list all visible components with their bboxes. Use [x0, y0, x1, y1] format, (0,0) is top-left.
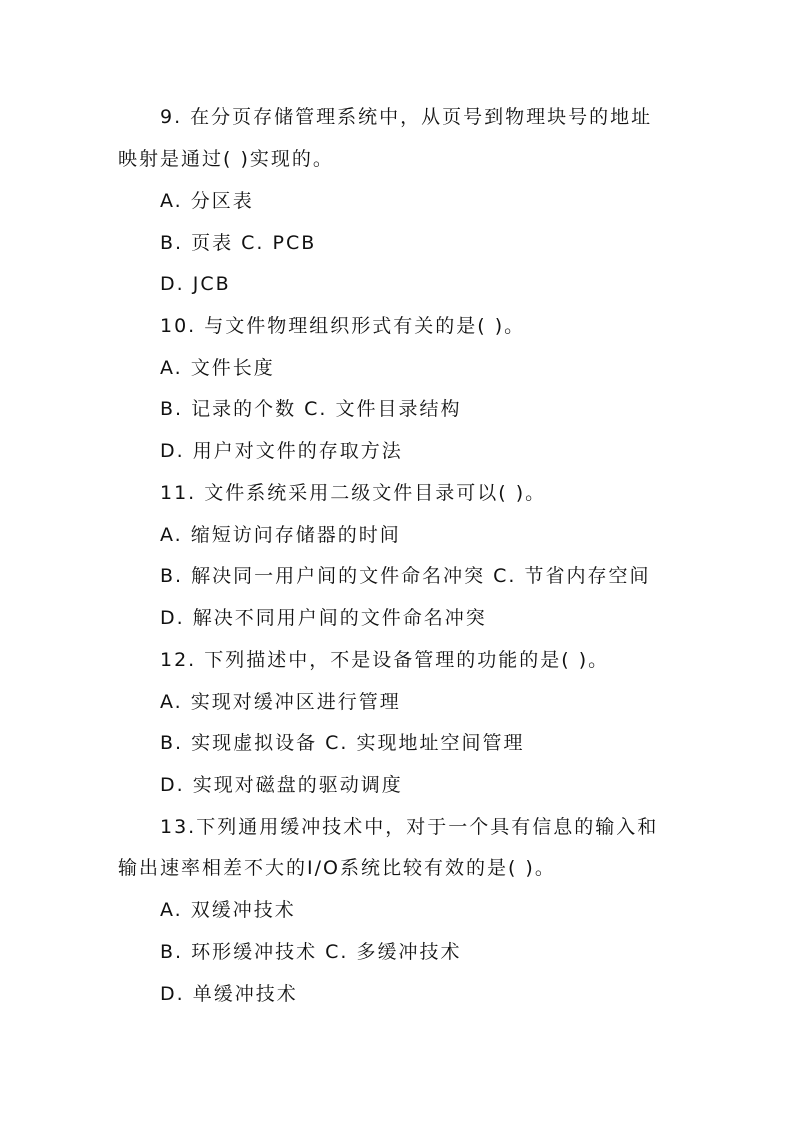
- question-13-option-d: D. 单缓冲技术: [160, 983, 298, 1005]
- question-11-option-b-c: B. 解决同一用户间的文件命名冲突 C. 节省内存空间: [160, 565, 651, 587]
- question-12-option-b-c: B. 实现虚拟设备 C. 实现地址空间管理: [160, 732, 525, 754]
- question-11-option-d: D. 解决不同用户间的文件命名冲突: [160, 607, 487, 629]
- question-11-option-a: A. 缩短访问存储器的时间: [160, 524, 401, 546]
- question-9-option-b-c: B. 页表 C. PCB: [160, 232, 317, 254]
- question-12-option-d: D. 实现对磁盘的驱动调度: [160, 774, 403, 796]
- question-9-stem-continued: 映射是通过( )实现的。: [118, 148, 334, 170]
- question-9-option-a: A. 分区表: [160, 190, 254, 212]
- question-12-stem: 12. 下列描述中，不是设备管理的功能的是( )。: [160, 649, 610, 671]
- question-13-stem-continued: 输出速率相差不大的I/O系统比较有效的是( )。: [118, 857, 556, 879]
- question-10-option-d: D. 用户对文件的存取方法: [160, 440, 403, 462]
- question-9-option-d: D. JCB: [160, 273, 231, 295]
- question-10-stem: 10. 与文件物理组织形式有关的是( )。: [160, 315, 526, 337]
- question-13-stem: 13.下列通用缓冲技术中，对于一个具有信息的输入和: [160, 816, 659, 838]
- question-11-stem: 11. 文件系统采用二级文件目录可以( )。: [160, 482, 547, 504]
- question-9-stem: 9. 在分页存储管理系统中，从页号到物理块号的地址: [160, 106, 653, 128]
- question-12-option-a: A. 实现对缓冲区进行管理: [160, 691, 401, 713]
- question-10-option-b-c: B. 记录的个数 C. 文件目录结构: [160, 398, 462, 420]
- question-13-option-a: A. 双缓冲技术: [160, 899, 296, 921]
- question-13-option-b-c: B. 环形缓冲技术 C. 多缓冲技术: [160, 941, 462, 963]
- question-10-option-a: A. 文件长度: [160, 357, 275, 379]
